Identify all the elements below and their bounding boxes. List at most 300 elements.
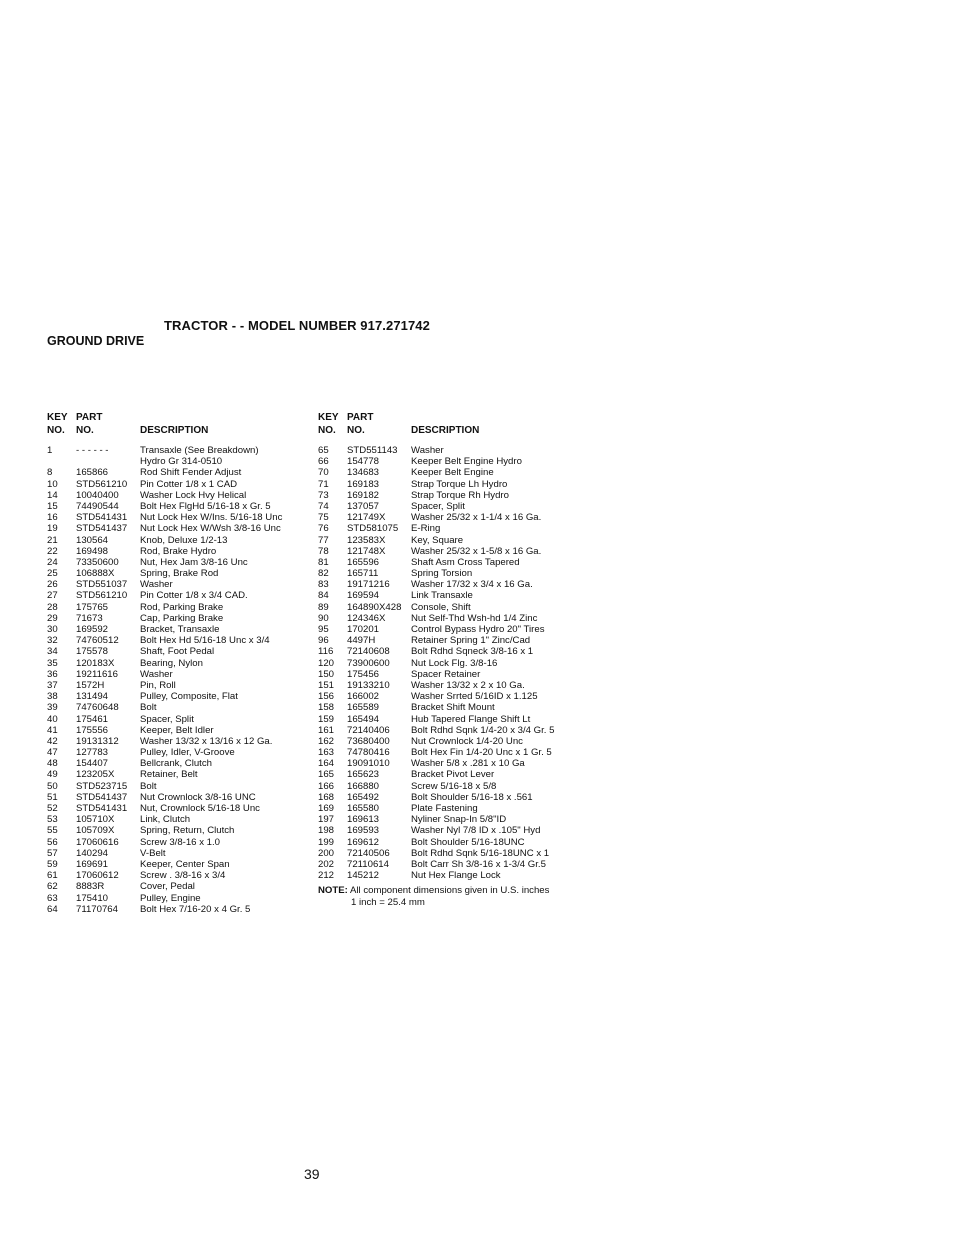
part-description: Washer 5/8 x .281 x 10 Ga	[411, 758, 525, 770]
part-no: STD561210	[76, 590, 128, 602]
part-no: 154778	[347, 456, 380, 468]
part-no: 72110614	[347, 858, 389, 870]
table-row	[47, 714, 317, 725]
key-no: 25	[47, 568, 58, 580]
part-no: STD561210	[76, 478, 128, 490]
description-header: DESCRIPTION	[140, 425, 209, 436]
key-header: KEY	[318, 412, 339, 423]
part-description: Strap Torque Rh Hydro	[411, 489, 509, 501]
part-no: 170201	[347, 624, 380, 635]
part-no: 17060616	[76, 836, 119, 848]
table-row	[47, 691, 317, 702]
part-no: 134683	[347, 467, 380, 479]
part-no: 72140608	[347, 646, 390, 658]
key-no: 37	[47, 679, 58, 691]
table-row	[47, 680, 317, 691]
part-no: 19133210	[347, 679, 390, 691]
key-no: 49	[47, 769, 58, 781]
part-no: 140294	[76, 847, 109, 859]
parts-list-right	[318, 412, 588, 908]
table-row	[318, 546, 588, 557]
table-row	[318, 837, 588, 848]
part-description: Pulley, Composite, Flat	[140, 691, 238, 703]
table-row	[47, 848, 317, 859]
part-no: 169592	[76, 624, 109, 635]
part-no: 145212	[347, 870, 380, 882]
key-no: 73	[318, 489, 329, 501]
description-header: DESCRIPTION	[411, 425, 480, 436]
key-no: 161	[318, 724, 335, 736]
key-no: 35	[47, 657, 58, 669]
part-no: 123583X	[347, 534, 386, 546]
part-no: 154407	[76, 758, 109, 770]
table-row	[47, 702, 317, 713]
part-no: 175456	[347, 668, 380, 680]
key-no-header: NO.	[318, 425, 336, 436]
part-description: Bracket Shift Mount	[411, 702, 495, 714]
part-no: 4497H	[347, 635, 376, 647]
table-row	[318, 747, 588, 758]
part-description: Bolt Carr Sh 3/8-16 x 1-3/4 Gr.5	[411, 858, 546, 870]
key-no: 30	[47, 624, 58, 635]
part-description: V-Belt	[140, 847, 166, 859]
part-description: Washer	[411, 445, 444, 456]
part-description: Nut Lock Hex W/Ins. 5/16-18 Unc	[140, 512, 283, 524]
key-no: 39	[47, 702, 58, 714]
key-no: 36	[47, 668, 58, 680]
part-description: Bolt Rdhd Sqneck 3/8-16 x 1	[411, 646, 534, 658]
part-no: STD541431	[76, 512, 128, 524]
part-description: Washer 13/32 x 2 x 10 Ga.	[411, 679, 525, 691]
part-description: Keeper Belt Engine	[411, 467, 494, 479]
part-description: Rod, Brake Hydro	[140, 545, 217, 557]
part-description: Pin, Roll	[140, 679, 176, 691]
table-row	[318, 781, 588, 792]
part-description: Bellcrank, Clutch	[140, 758, 212, 770]
key-no: 16	[47, 512, 58, 524]
key-header: KEY	[47, 412, 68, 423]
part-description: Bolt	[140, 780, 157, 792]
part-description: Spacer, Split	[411, 500, 465, 512]
key-no-header: NO.	[47, 425, 65, 436]
table-row	[47, 479, 317, 490]
key-no: 26	[47, 579, 58, 591]
part-no: 137057	[347, 500, 380, 512]
page-number: 39	[304, 1166, 320, 1182]
part-description: Nut Lock Flg. 3/8-16	[411, 657, 498, 669]
part-description: Pulley, Engine	[140, 892, 201, 904]
table-row	[47, 624, 317, 635]
table-row	[318, 702, 588, 713]
table-row	[47, 445, 317, 456]
part-description: Washer Srrted 5/16ID x 1.125	[411, 691, 538, 703]
part-no: 8883R	[76, 881, 105, 893]
table-row	[47, 590, 317, 601]
table-row	[47, 602, 317, 613]
table-row	[318, 859, 588, 870]
key-no: 81	[318, 556, 329, 568]
part-description: Strap Torque Lh Hydro	[411, 478, 508, 490]
part-description: Bracket, Transaxle	[140, 624, 220, 635]
table-row	[47, 579, 317, 590]
table-row	[318, 512, 588, 523]
key-no: 163	[318, 747, 335, 759]
part-description: Shaft, Foot Pedal	[140, 646, 215, 658]
key-no: 40	[47, 713, 58, 725]
part-header: PART	[347, 412, 374, 423]
table-row	[318, 803, 588, 814]
part-description: Hydro Gr 314-0510	[140, 456, 223, 468]
part-no: 169498	[76, 545, 109, 557]
part-description: Bolt Rdhd Sqnk 5/16-18UNC x 1	[411, 847, 550, 859]
table-row	[47, 893, 317, 904]
key-no: 71	[318, 478, 329, 490]
key-no: 77	[318, 534, 329, 546]
key-no: 32	[47, 635, 58, 647]
part-no: 131494	[76, 691, 109, 703]
table-row	[318, 814, 588, 825]
part-no: STD581075	[347, 523, 399, 535]
key-no: 64	[47, 903, 58, 915]
key-no: 29	[47, 612, 58, 624]
key-no: 28	[47, 601, 58, 613]
part-no: 165866	[76, 467, 109, 479]
table-row	[318, 769, 588, 780]
table-row	[318, 714, 588, 725]
part-description: Link, Clutch	[140, 814, 191, 826]
part-description: Spring, Return, Clutch	[140, 825, 235, 837]
table-row	[47, 546, 317, 557]
part-description: Nut Hex Flange Lock	[411, 870, 501, 882]
key-no: 65	[318, 445, 329, 456]
part-description: Plate Fastening	[411, 803, 478, 814]
part-no: 169613	[347, 814, 380, 826]
table-row	[318, 870, 588, 881]
part-description: Bolt Shoulder 5/16-18 x .561	[411, 791, 533, 803]
table-row	[318, 758, 588, 769]
part-description: Transaxle (See Breakdown)	[140, 445, 259, 456]
part-description: Cap, Parking Brake	[140, 612, 224, 624]
table-row	[47, 557, 317, 568]
part-description: Pin Cotter 1/8 x 1 CAD	[140, 478, 238, 490]
part-description: Cover, Pedal	[140, 881, 195, 893]
part-no: - - - - - -	[76, 445, 109, 456]
key-no: 63	[47, 892, 58, 904]
key-no: 52	[47, 803, 58, 814]
table-row	[47, 825, 317, 836]
column-header	[47, 412, 317, 438]
part-no: 175765	[76, 601, 109, 613]
part-description: Bolt	[140, 702, 157, 714]
part-no: 165580	[347, 803, 380, 814]
part-description: Washer 17/32 x 3/4 x 16 Ga.	[411, 579, 533, 591]
part-header: PART	[76, 412, 103, 423]
key-no: 78	[318, 545, 329, 557]
part-no: 73680400	[347, 735, 390, 747]
table-row	[318, 490, 588, 501]
part-description: Bracket Pivot Lever	[411, 769, 495, 781]
table-row	[318, 680, 588, 691]
part-description: Nut Crownlock 3/8-16 UNC	[140, 791, 256, 803]
part-no: STD541431	[76, 803, 128, 814]
part-no: STD523715	[76, 780, 128, 792]
table-row	[47, 781, 317, 792]
key-no: 164	[318, 758, 335, 770]
table-row	[47, 467, 317, 478]
part-description: Pulley, Idler, V-Groove	[140, 747, 235, 759]
section-title: GROUND DRIVE	[47, 334, 145, 348]
part-no: 165596	[347, 556, 380, 568]
table-row	[318, 501, 588, 512]
part-no: 165623	[347, 769, 380, 781]
table-row	[318, 445, 588, 456]
table-row	[47, 837, 317, 848]
key-no: 70	[318, 467, 329, 479]
key-no: 76	[318, 523, 329, 535]
part-no: 127783	[76, 747, 109, 759]
part-description: Hub Tapered Flange Shift Lt	[411, 713, 531, 725]
table-row	[318, 523, 588, 534]
part-description: Bearing, Nylon	[140, 657, 203, 669]
table-row	[47, 635, 317, 646]
part-description: Pin Cotter 1/8 x 3/4 CAD.	[140, 590, 248, 602]
part-no: 19091010	[347, 758, 390, 770]
parts-rows-right	[318, 445, 588, 881]
part-no: 10040400	[76, 489, 119, 501]
table-row	[318, 557, 588, 568]
part-no: 164890X428	[347, 601, 402, 613]
key-no: 1	[47, 445, 53, 456]
key-no: 50	[47, 780, 58, 792]
table-row	[47, 568, 317, 579]
part-description: Rod Shift Fender Adjust	[140, 467, 242, 479]
part-no: 175410	[76, 892, 109, 904]
key-no: 21	[47, 534, 58, 546]
part-no: 121749X	[347, 512, 386, 524]
key-no: 34	[47, 646, 58, 658]
key-no: 199	[318, 836, 335, 848]
key-no: 8	[47, 467, 53, 479]
part-no: 165711	[347, 568, 379, 580]
part-description: Nut Self-Thd Wsh-hd 1/4 Zinc	[411, 612, 538, 624]
table-row	[47, 646, 317, 657]
part-no: 165494	[347, 713, 380, 725]
part-no: STD541437	[76, 523, 128, 535]
part-description: Spring, Brake Rod	[140, 568, 219, 580]
key-no: 166	[318, 780, 335, 792]
part-no: 121748X	[347, 545, 386, 557]
part-no: 169691	[76, 858, 109, 870]
key-no: 27	[47, 590, 58, 602]
part-description: Nut, Crownlock 5/16-18 Unc	[140, 803, 260, 814]
key-no: 41	[47, 724, 58, 736]
key-no: 197	[318, 814, 335, 826]
part-description: Retainer, Belt	[140, 769, 198, 781]
page-title: TRACTOR - - MODEL NUMBER 917.271742	[164, 318, 430, 333]
table-row	[318, 658, 588, 669]
part-description: Control Bypass Hydro 20" Tires	[411, 624, 545, 635]
part-description: Washer	[140, 668, 173, 680]
table-row	[47, 859, 317, 870]
key-no: 51	[47, 791, 58, 803]
key-no: 42	[47, 735, 58, 747]
part-description: Retainer Spring 1" Zinc/Cad	[411, 635, 531, 647]
table-row	[318, 736, 588, 747]
part-no: 73350600	[76, 556, 119, 568]
key-no: 200	[318, 847, 335, 859]
table-row	[318, 467, 588, 478]
part-no: 120183X	[76, 657, 115, 669]
key-no: 151	[318, 679, 335, 691]
key-no: 53	[47, 814, 58, 826]
table-row	[47, 658, 317, 669]
table-row	[318, 568, 588, 579]
part-description: Washer 13/32 x 13/16 x 12 Ga.	[140, 735, 273, 747]
part-no: 74490544	[76, 500, 119, 512]
part-no: 105709X	[76, 825, 115, 837]
key-no: 169	[318, 803, 335, 814]
key-no: 74	[318, 500, 329, 512]
part-no: 19131312	[76, 735, 119, 747]
part-no: 123205X	[76, 769, 115, 781]
part-description: Screw 3/8-16 x 1.0	[140, 836, 220, 848]
part-description: Bolt Shoulder 5/16-18UNC	[411, 836, 525, 848]
part-description: Washer	[140, 579, 173, 591]
key-no: 165	[318, 769, 335, 781]
part-description: Washer 25/32 x 1-1/4 x 16 Ga.	[411, 512, 542, 524]
table-row	[318, 602, 588, 613]
key-no: 55	[47, 825, 58, 837]
part-no: 1572H	[76, 679, 105, 691]
part-description: Link Transaxle	[411, 590, 473, 602]
part-no: 72140406	[347, 724, 390, 736]
part-description: Keeper Belt Engine Hydro	[411, 456, 522, 468]
table-row	[47, 535, 317, 546]
key-no: 198	[318, 825, 335, 837]
part-no: STD551143	[347, 445, 398, 456]
part-no: 106888X	[76, 568, 115, 580]
part-no: 169612	[347, 836, 380, 848]
table-row	[318, 479, 588, 490]
part-no: 74760648	[76, 702, 119, 714]
key-no: 156	[318, 691, 335, 703]
part-description: Nut Lock Hex W/Wsh 3/8-16 Unc	[140, 523, 281, 535]
table-row	[47, 725, 317, 736]
dimensions-note	[318, 885, 588, 907]
part-no: 19171216	[347, 579, 390, 591]
key-no: 89	[318, 601, 329, 613]
part-no: 74780416	[347, 747, 390, 759]
part-description: Key, Square	[411, 534, 464, 546]
key-no: 57	[47, 847, 58, 859]
part-no: 73900600	[347, 657, 390, 669]
part-no: 19211616	[76, 668, 118, 680]
part-no: STD541437	[76, 791, 128, 803]
table-row	[318, 848, 588, 859]
part-description: Nyliner Snap-In 5/8"ID	[411, 814, 507, 826]
table-row	[318, 792, 588, 803]
key-no: 14	[47, 489, 58, 501]
table-row	[47, 881, 317, 892]
table-row	[318, 579, 588, 590]
key-no: 61	[47, 870, 58, 882]
table-row	[47, 792, 317, 803]
table-row	[318, 535, 588, 546]
part-description: Keeper, Belt Idler	[140, 724, 214, 736]
part-no: 169182	[347, 489, 380, 501]
note-line2: 1 inch = 25.4 mm	[351, 896, 425, 908]
table-row	[318, 456, 588, 467]
parts-list-left	[47, 412, 317, 915]
key-no: 75	[318, 512, 329, 524]
note-label: NOTE:	[318, 885, 348, 897]
part-no: 175556	[76, 724, 109, 736]
table-row	[318, 613, 588, 624]
part-no: 169594	[347, 590, 380, 602]
part-description: Rod, Parking Brake	[140, 601, 224, 613]
part-no: 165589	[347, 702, 380, 714]
part-no: 124346X	[347, 612, 386, 624]
table-row	[47, 870, 317, 881]
table-row	[318, 646, 588, 657]
part-no: 71170764	[76, 903, 118, 915]
key-no: 202	[318, 858, 335, 870]
key-no: 66	[318, 456, 329, 468]
note-line1: All component dimensions given in U.S. inches	[350, 885, 550, 897]
key-no: 10	[47, 478, 58, 490]
table-row	[47, 814, 317, 825]
key-no: 168	[318, 791, 335, 803]
table-row	[47, 613, 317, 624]
key-no: 95	[318, 624, 329, 635]
part-description: Screw 5/16-18 x 5/8	[411, 780, 497, 792]
part-description: Washer Lock Hvy Helical	[140, 489, 247, 501]
part-description: Bolt Rdhd Sqnk 1/4-20 x 3/4 Gr. 5	[411, 724, 555, 736]
part-description: Nut Crownlock 1/4-20 Unc	[411, 735, 523, 747]
part-no: 71673	[76, 612, 103, 624]
part-no: 74760512	[76, 635, 119, 647]
table-row	[47, 456, 317, 467]
table-row	[318, 825, 588, 836]
part-description: Spacer Retainer	[411, 668, 481, 680]
part-description: Bolt Hex 7/16-20 x 4 Gr. 5	[140, 903, 251, 915]
part-no: 169593	[347, 825, 380, 837]
part-no: 165492	[347, 791, 380, 803]
key-no: 59	[47, 858, 58, 870]
part-description: Spacer, Split	[140, 713, 194, 725]
key-no: 90	[318, 612, 329, 624]
key-no: 56	[47, 836, 58, 848]
key-no: 96	[318, 635, 329, 647]
table-row	[47, 758, 317, 769]
part-description: Screw . 3/8-16 x 3/4	[140, 870, 226, 882]
part-description: E-Ring	[411, 523, 441, 535]
table-row	[47, 803, 317, 814]
part-no: 130564	[76, 534, 109, 546]
key-no: 22	[47, 545, 58, 557]
part-no: 105710X	[76, 814, 115, 826]
table-row	[47, 736, 317, 747]
key-no: 83	[318, 579, 329, 591]
part-no-header: NO.	[76, 425, 94, 436]
part-no: 166002	[347, 691, 380, 703]
key-no: 62	[47, 881, 58, 893]
key-no: 47	[47, 747, 58, 759]
part-description: Bolt Hex Fin 1/4-20 Unc x 1 Gr. 5	[411, 747, 552, 759]
table-row	[47, 747, 317, 758]
table-row	[318, 635, 588, 646]
part-description: Bolt Hex Hd 5/16-18 Unc x 3/4	[140, 635, 270, 647]
